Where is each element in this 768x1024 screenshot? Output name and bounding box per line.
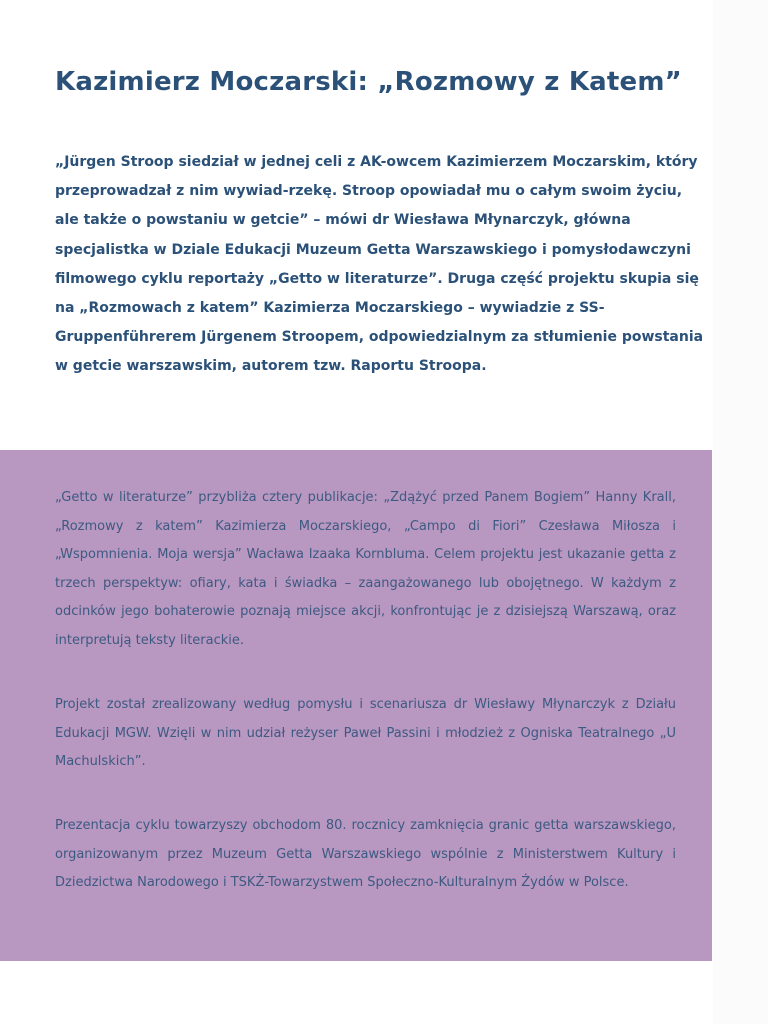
- box-paragraph-3: Prezentacja cyklu towarzyszy obchodom 80. rocznicy zamknięcia granic getta warszawskiego, organizowanym przez Muzeum Getta Warszawskiego wspólnie z Ministerstwem Kultury i Dziedzictwa Narodowego i TSKŻ-Towarzystwem Społeczno-Kulturalnym Żydów w Polsce.: [55, 818, 676, 891]
- box-paragraph-2: Projekt został zrealizowany według pomysłu i scenariusza dr Wiesławy Młynarczyk z Działu Edukacji MGW. Wzięli w nim udział reżyser Paweł Passini i młodzież z Ogniska Teatralnego „U Machulskich”.: [55, 697, 676, 770]
- page-edge: [713, 0, 768, 1024]
- highlight-box: [0, 450, 712, 961]
- box-paragraph-1: „Getto w literaturze” przybliża cztery publikacje: „Zdążyć przed Panem Bogiem” Hanny Krall, „Rozmowy z katem” Kazimierza Moczarskiego, „Campo di Fiori” Czesława Miłosza i „Wspomnienia. Moja wersja” Wacława Izaaka Kornbluma. Celem projektu jest ukazanie getta z trzech perspektyw: ofiary, kata i świadka – zaangażowanego lub obojętnego. W każdym z odcinków jego bohaterowie poznają miejsce akcji, konfrontując je z dzisiejszą Warszawą, oraz interpretują teksty literackie.: [55, 490, 676, 648]
- article-title: Kazimierz Moczarski: „Rozmowy z Katem”: [55, 67, 682, 97]
- article-lead: „Jürgen Stroop siedział w jednej celi z AK-owcem Kazimierzem Moczarskim, który przeprowadzał z nim wywiad-rzekę. Stroop opowiadał mu o całym swoim życiu, ale także o powstaniu w getcie” – mówi dr Wiesława Młynarczyk, główna specjalistka w Dziale Edukacji Muzeum Getta Warszawskiego i pomysłodawczyni filmowego cyklu reportaży „Getto w literaturze”. Druga część projektu skupia się na „Rozmowach z katem” Kazimierza Moczarskiego – wywiadzie z SS-Gruppenführerem Jürgenem Stroopem, odpowiedzialnym za stłumienie powstania w getcie warszawskim, autorem tzw. Raportu Stroopa.: [55, 154, 704, 375]
